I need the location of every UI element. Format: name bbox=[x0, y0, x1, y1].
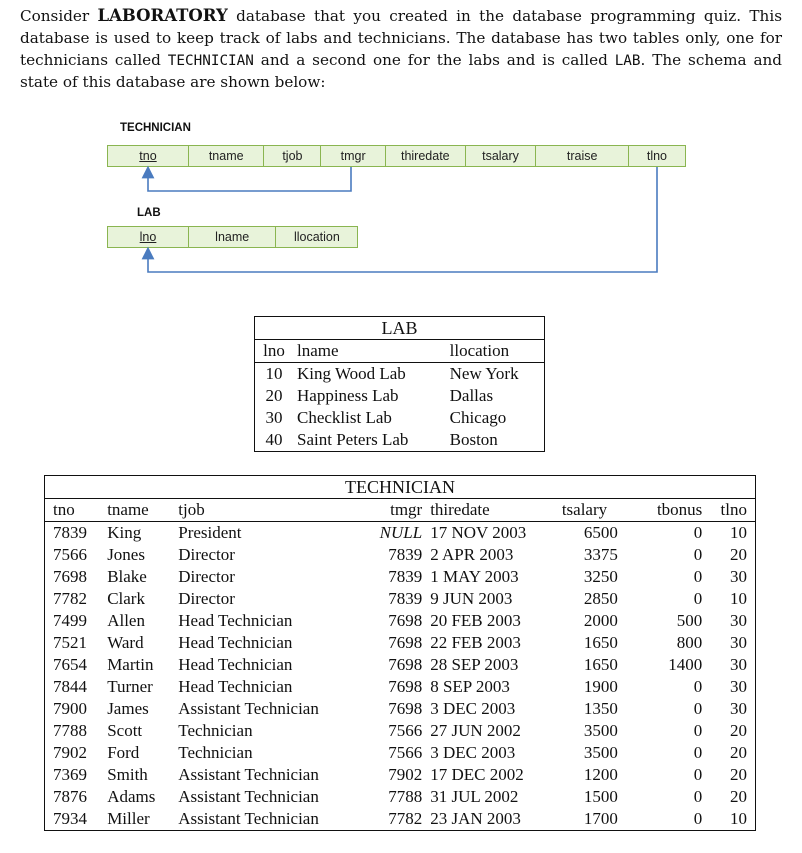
tech-cell-thiredate: 20 FEB 2003 bbox=[430, 611, 521, 630]
tech-cell-tjob: Director bbox=[178, 589, 235, 608]
tech-cell-tsalary: 3250 bbox=[583, 567, 618, 586]
tech-cell-tlno: 10 bbox=[730, 589, 747, 608]
tech-cell-tbonus: 0 bbox=[693, 677, 703, 696]
tech-cell-tmgr: 7839 bbox=[388, 567, 423, 586]
lab-cell-lname: Happiness Lab bbox=[297, 386, 399, 405]
schema-field-tmgr: tmgr bbox=[320, 145, 386, 167]
intro-text: Consider bbox=[20, 7, 98, 25]
schema-lab-label: LAB bbox=[137, 207, 161, 219]
tech-cell-thiredate: 3 DEC 2003 bbox=[430, 743, 516, 762]
lab-cell-lno: 20 bbox=[265, 386, 283, 405]
tech-cell-tjob: Assistant Technician bbox=[178, 765, 319, 784]
tech-cell-tbonus: 0 bbox=[693, 523, 703, 542]
schema-technician-label: TECHNICIAN bbox=[120, 122, 191, 134]
lab-col-lname: lname bbox=[293, 340, 446, 363]
technician-row bbox=[45, 676, 755, 698]
tech-cell-tmgr: 7698 bbox=[388, 699, 423, 718]
lab-cell-llocation: Dallas bbox=[449, 386, 494, 405]
tech-cell-tname: Martin bbox=[107, 655, 154, 674]
tech-cell-tbonus: 0 bbox=[693, 545, 703, 564]
tech-cell-tsalary: 2850 bbox=[583, 589, 618, 608]
tech-cell-tjob: Head Technician bbox=[178, 633, 293, 652]
tech-cell-tbonus: 0 bbox=[693, 721, 703, 740]
tech-cell-tno: 7844 bbox=[53, 677, 87, 696]
tech-cell-tlno: 20 bbox=[730, 545, 747, 564]
schema-field-lname: lname bbox=[188, 226, 277, 248]
tech-cell-tbonus: 0 bbox=[693, 743, 703, 762]
lab-table-name: LAB bbox=[614, 52, 641, 69]
lab-col-llocation: llocation bbox=[446, 340, 544, 363]
tech-col-thiredate: thiredate bbox=[426, 499, 558, 522]
technician-row bbox=[45, 764, 755, 786]
tech-cell-thiredate: 3 DEC 2003 bbox=[430, 699, 516, 718]
tech-cell-tno: 7698 bbox=[53, 567, 87, 586]
lab-cell-lno: 30 bbox=[265, 408, 283, 427]
tech-cell-tbonus: 0 bbox=[693, 765, 703, 784]
tech-col-tlno: tlno bbox=[706, 499, 755, 522]
tech-cell-tbonus: 0 bbox=[693, 699, 703, 718]
schema-field-lno: lno bbox=[107, 226, 189, 248]
technician-row bbox=[45, 566, 755, 588]
tech-cell-thiredate: 31 JUL 2002 bbox=[430, 787, 519, 806]
tech-cell-tjob: Technician bbox=[178, 721, 253, 740]
tech-cell-thiredate: 8 SEP 2003 bbox=[430, 677, 510, 696]
tech-cell-tsalary: 6500 bbox=[583, 523, 618, 542]
tech-cell-thiredate: 23 JAN 2003 bbox=[430, 809, 521, 828]
technician-row bbox=[45, 522, 755, 545]
tech-cell-tmgr: 7839 bbox=[388, 545, 423, 564]
technician-row bbox=[45, 632, 755, 654]
technician-row bbox=[45, 786, 755, 808]
technician-table bbox=[44, 475, 756, 831]
tech-cell-tbonus: 0 bbox=[693, 567, 703, 586]
tech-cell-tno: 7654 bbox=[53, 655, 87, 674]
tech-cell-tsalary: 1350 bbox=[583, 699, 618, 718]
intro-text: and a second one for the labs and is called bbox=[253, 50, 615, 69]
database-name: LABORATORY bbox=[97, 6, 228, 25]
technician-row bbox=[45, 720, 755, 742]
lab-cell-lname: Checklist Lab bbox=[297, 408, 392, 427]
schema-field-traise: traise bbox=[535, 145, 629, 167]
tech-cell-tsalary: 1500 bbox=[583, 787, 618, 806]
intro-text: . The schema and state of this database are shown below: bbox=[20, 50, 783, 92]
schema-field-tno: tno bbox=[107, 145, 189, 167]
tech-cell-tjob: Assistant Technician bbox=[178, 809, 319, 828]
lab-col-lno: lno bbox=[255, 340, 293, 363]
fk-arrow-tlno-lno bbox=[148, 167, 657, 272]
tech-cell-thiredate: 28 SEP 2003 bbox=[430, 655, 519, 674]
lab-table-title: LAB bbox=[255, 317, 544, 340]
tech-cell-tlno: 30 bbox=[730, 655, 747, 674]
tech-cell-thiredate: 17 NOV 2003 bbox=[430, 523, 527, 542]
tech-cell-tsalary: 2000 bbox=[583, 611, 618, 630]
tech-col-tno: tno bbox=[45, 499, 103, 522]
schema-field-tlno: tlno bbox=[628, 145, 686, 167]
tech-cell-tjob: Head Technician bbox=[178, 611, 293, 630]
tech-cell-tjob: Assistant Technician bbox=[178, 699, 319, 718]
tech-cell-thiredate: 22 FEB 2003 bbox=[430, 633, 521, 652]
tech-cell-tbonus: 0 bbox=[693, 787, 703, 806]
schema-field-llocation: llocation bbox=[275, 226, 358, 248]
tech-cell-tsalary: 3375 bbox=[583, 545, 618, 564]
tech-cell-tno: 7900 bbox=[53, 699, 87, 718]
schema-field-tsalary: tsalary bbox=[465, 145, 537, 167]
tech-cell-tmgr: 7698 bbox=[388, 655, 423, 674]
technician-row bbox=[45, 654, 755, 676]
technician-row bbox=[45, 808, 755, 830]
tech-cell-tsalary: 1650 bbox=[583, 655, 618, 674]
tech-cell-tname: Turner bbox=[107, 677, 153, 696]
tech-cell-tname: Smith bbox=[107, 765, 148, 784]
technician-row bbox=[45, 742, 755, 764]
tech-cell-tno: 7566 bbox=[53, 545, 87, 564]
fk-arrow-tmgr-tno bbox=[148, 167, 351, 191]
tech-cell-tmgr: 7698 bbox=[388, 611, 423, 630]
tech-cell-tno: 7521 bbox=[53, 633, 87, 652]
tech-cell-thiredate: 17 DEC 2002 bbox=[430, 765, 524, 784]
tech-cell-tname: Adams bbox=[107, 787, 156, 806]
tech-cell-tsalary: 3500 bbox=[583, 721, 618, 740]
tech-cell-thiredate: 1 MAY 2003 bbox=[430, 567, 519, 586]
tech-cell-tbonus: 0 bbox=[693, 809, 703, 828]
tech-cell-tmgr: 7788 bbox=[388, 787, 423, 806]
lab-row bbox=[255, 363, 544, 386]
technician-table-name: TECHNICIAN bbox=[167, 52, 254, 69]
tech-cell-tname: King bbox=[107, 523, 142, 542]
lab-row bbox=[255, 385, 544, 407]
tech-cell-tlno: 20 bbox=[730, 721, 747, 740]
lab-cell-lno: 40 bbox=[265, 430, 283, 449]
tech-col-tbonus: tbonus bbox=[639, 499, 706, 522]
intro-text: database that you created in the database programming quiz. This database is used to keep track of labs and technicians. The database has two tables only, one for technicians called bbox=[20, 7, 782, 69]
tech-cell-tlno: 10 bbox=[730, 523, 747, 542]
lab-cell-llocation: Chicago bbox=[449, 408, 507, 427]
technician-row bbox=[45, 588, 755, 610]
tech-cell-tjob: Head Technician bbox=[178, 655, 293, 674]
tech-cell-tname: Clark bbox=[107, 589, 145, 608]
tech-cell-tlno: 30 bbox=[730, 699, 747, 718]
tech-cell-tname: Ward bbox=[107, 633, 144, 652]
tech-cell-tno: 7839 bbox=[53, 523, 87, 542]
tech-cell-tname: Miller bbox=[107, 809, 150, 828]
schema-field-tname: tname bbox=[188, 145, 265, 167]
tech-cell-tsalary: 1700 bbox=[583, 809, 618, 828]
lab-cell-llocation: New York bbox=[449, 364, 519, 383]
tech-cell-tlno: 10 bbox=[730, 809, 747, 828]
tech-cell-tmgr: 7698 bbox=[388, 677, 423, 696]
tech-cell-tjob: Assistant Technician bbox=[178, 787, 319, 806]
lab-row bbox=[255, 429, 544, 451]
tech-cell-tjob: President bbox=[178, 523, 242, 542]
tech-cell-tbonus: 800 bbox=[676, 633, 703, 652]
tech-cell-tname: Scott bbox=[107, 721, 143, 740]
technician-row bbox=[45, 544, 755, 566]
tech-col-tjob: tjob bbox=[174, 499, 362, 522]
tech-col-tname: tname bbox=[103, 499, 174, 522]
tech-cell-tsalary: 1900 bbox=[583, 677, 618, 696]
lab-table bbox=[254, 316, 545, 452]
tech-col-tmgr: tmgr bbox=[362, 499, 426, 522]
tech-cell-tno: 7934 bbox=[53, 809, 87, 828]
lab-cell-llocation: Boston bbox=[449, 430, 498, 449]
tech-cell-tmgr: 7782 bbox=[388, 809, 423, 828]
tech-cell-tno: 7876 bbox=[53, 787, 87, 806]
technician-table-title: TECHNICIAN bbox=[45, 476, 755, 499]
tech-cell-tlno: 30 bbox=[730, 567, 747, 586]
schema-field-thiredate: thiredate bbox=[385, 145, 466, 167]
tech-cell-tmgr: 7839 bbox=[388, 589, 423, 608]
tech-cell-tbonus: 0 bbox=[693, 589, 703, 608]
lab-cell-lno: 10 bbox=[265, 364, 283, 383]
tech-cell-tlno: 30 bbox=[730, 633, 747, 652]
tech-cell-tname: James bbox=[107, 699, 149, 718]
technician-row bbox=[45, 698, 755, 720]
tech-cell-tmgr: 7566 bbox=[388, 743, 423, 762]
tech-cell-thiredate: 9 JUN 2003 bbox=[430, 589, 513, 608]
tech-cell-tmgr: 7902 bbox=[388, 765, 423, 784]
tech-cell-tname: Allen bbox=[107, 611, 145, 630]
tech-cell-tno: 7782 bbox=[53, 589, 87, 608]
tech-cell-tjob: Director bbox=[178, 545, 235, 564]
tech-cell-tlno: 20 bbox=[730, 787, 747, 806]
tech-cell-tlno: 20 bbox=[730, 743, 747, 762]
tech-cell-tname: Blake bbox=[107, 567, 147, 586]
tech-cell-tsalary: 3500 bbox=[583, 743, 618, 762]
tech-cell-tmgr: 7698 bbox=[388, 633, 423, 652]
tech-cell-tno: 7369 bbox=[53, 765, 87, 784]
tech-col-tsalary: tsalary bbox=[558, 499, 639, 522]
tech-cell-tname: Ford bbox=[107, 743, 140, 762]
tech-cell-tlno: 30 bbox=[730, 677, 747, 696]
technician-row bbox=[45, 610, 755, 632]
tech-cell-tmgr: NULL bbox=[379, 523, 423, 542]
tech-cell-tlno: 20 bbox=[730, 765, 747, 784]
tech-cell-tjob: Director bbox=[178, 567, 235, 586]
tech-cell-tsalary: 1200 bbox=[583, 765, 618, 784]
tech-cell-tjob: Technician bbox=[178, 743, 253, 762]
tech-cell-tbonus: 1400 bbox=[668, 655, 703, 674]
lab-row bbox=[255, 407, 544, 429]
tech-cell-thiredate: 2 APR 2003 bbox=[430, 545, 514, 564]
tech-cell-tname: Jones bbox=[107, 545, 145, 564]
tech-cell-tbonus: 500 bbox=[676, 611, 703, 630]
schema-field-tjob: tjob bbox=[263, 145, 321, 167]
tech-cell-tno: 7499 bbox=[53, 611, 87, 630]
tech-cell-tjob: Head Technician bbox=[178, 677, 293, 696]
tech-cell-tsalary: 1650 bbox=[583, 633, 618, 652]
lab-cell-lname: Saint Peters Lab bbox=[297, 430, 409, 449]
tech-cell-tmgr: 7566 bbox=[388, 721, 423, 740]
lab-cell-lname: King Wood Lab bbox=[297, 364, 406, 383]
tech-cell-thiredate: 27 JUN 2002 bbox=[430, 721, 521, 740]
tech-cell-tno: 7788 bbox=[53, 721, 87, 740]
tech-cell-tlno: 30 bbox=[730, 611, 747, 630]
tech-cell-tno: 7902 bbox=[53, 743, 87, 762]
